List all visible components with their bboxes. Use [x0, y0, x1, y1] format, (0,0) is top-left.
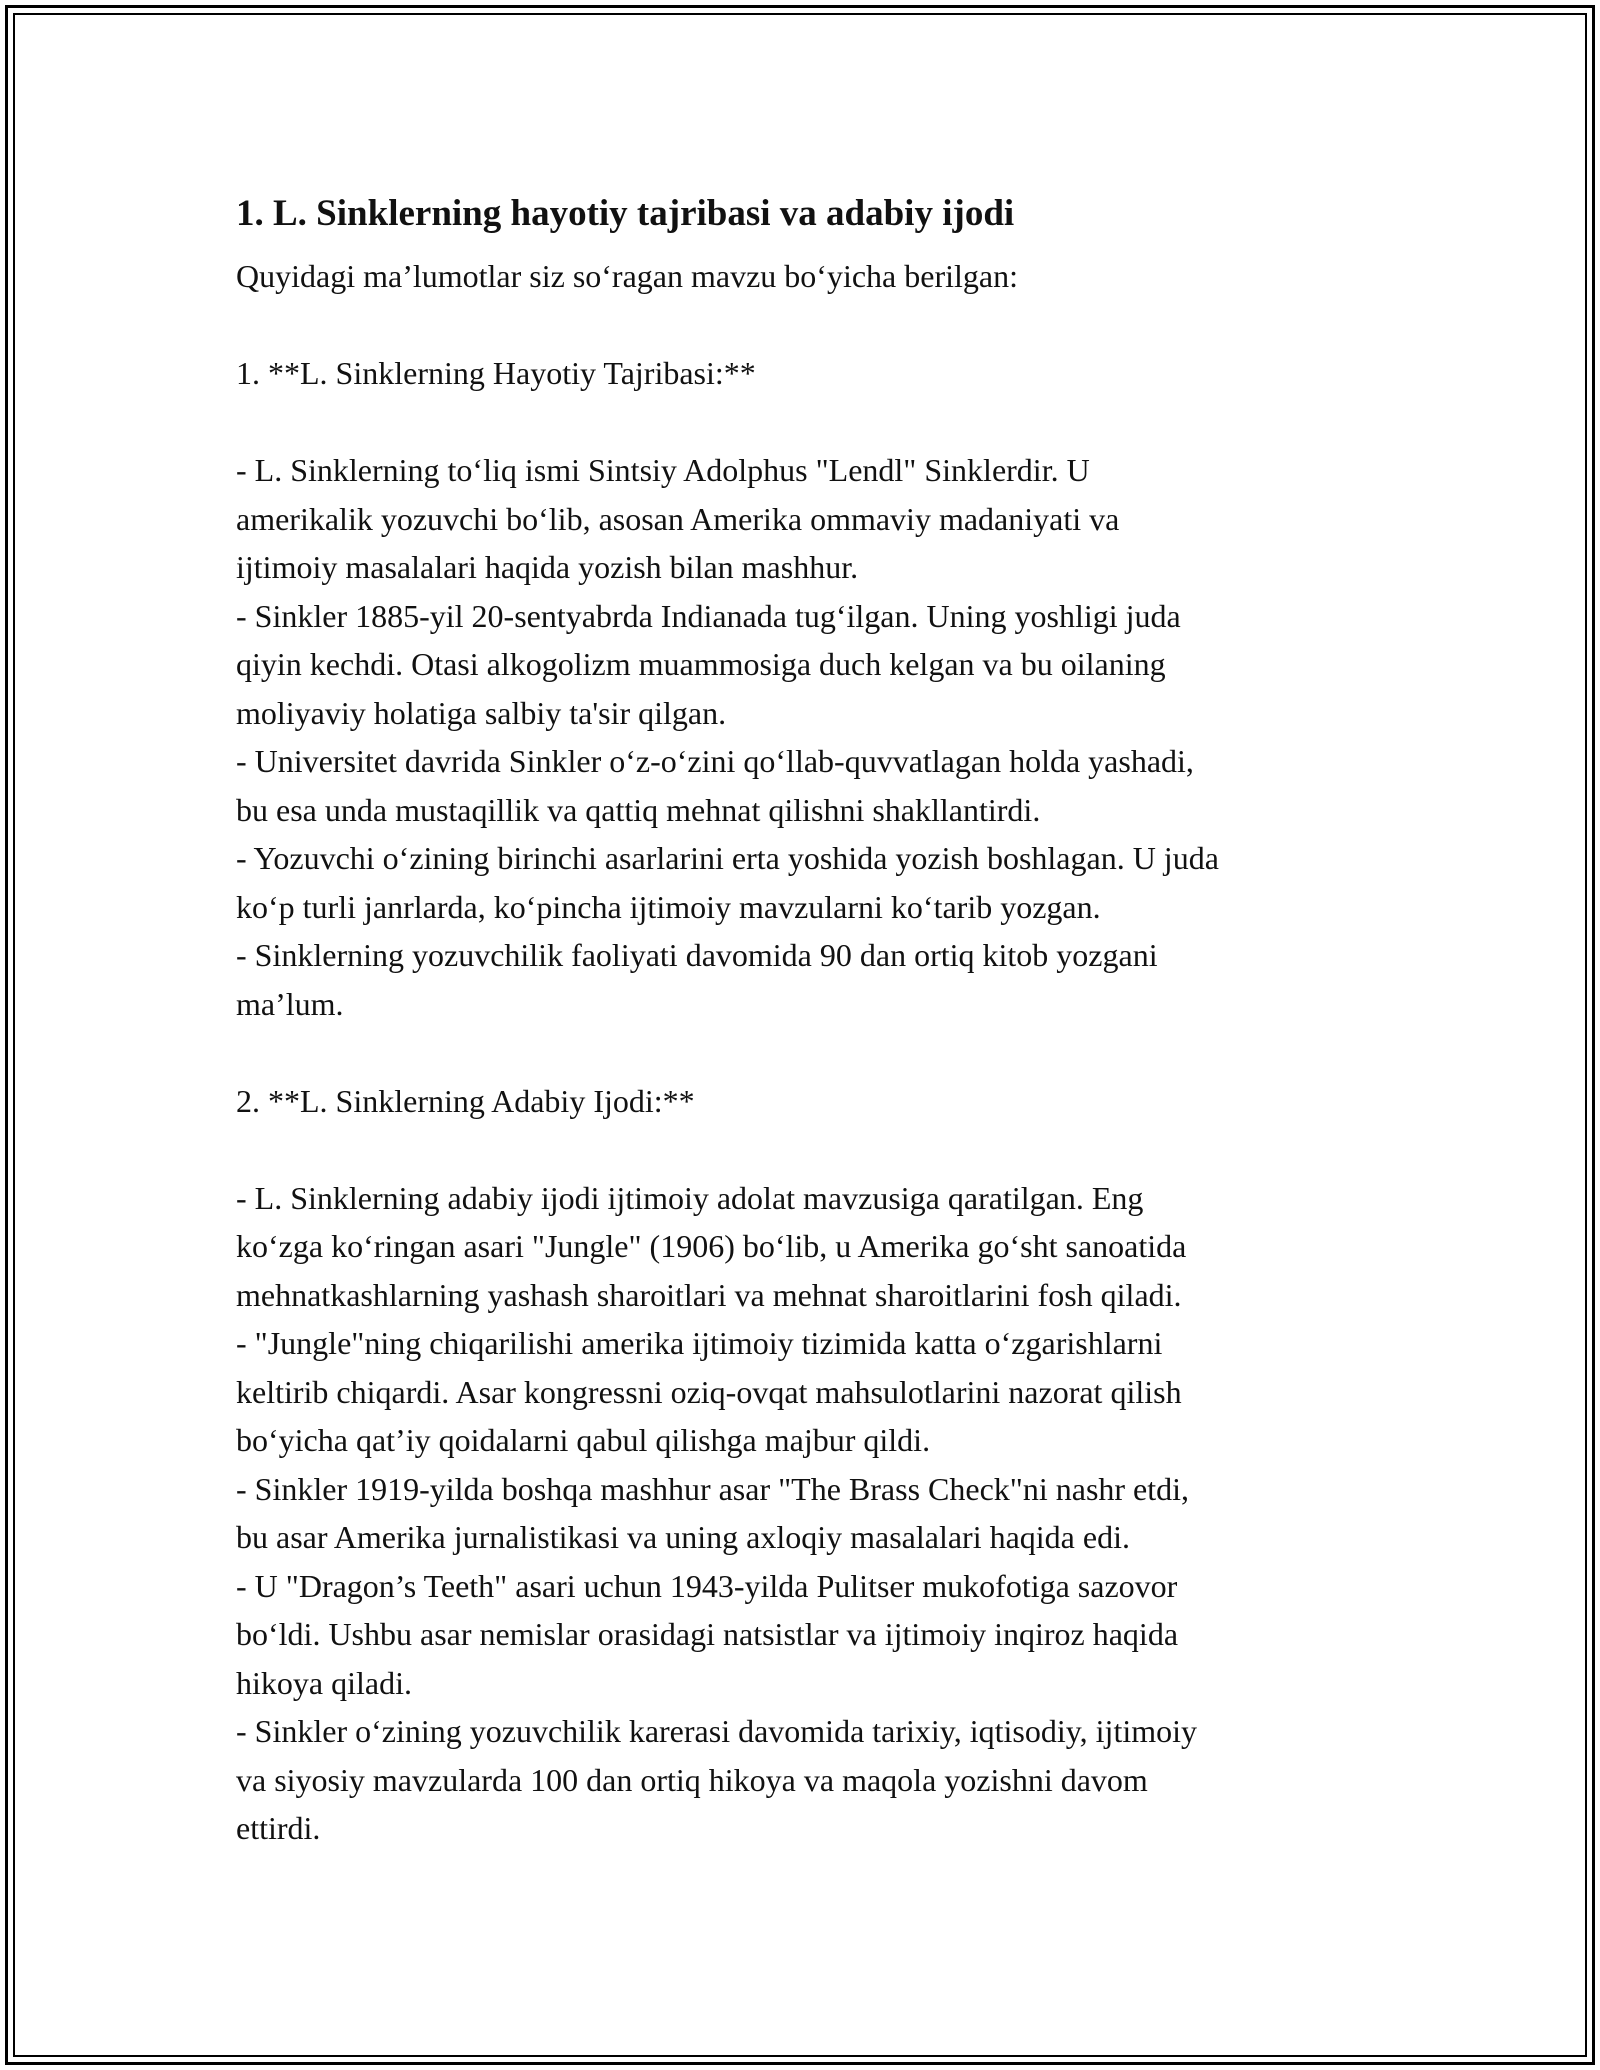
text-line: Quyidagi ma’lumotlar siz so‘ragan mavzu bo‘yicha berilgan: — [236, 258, 1018, 294]
text-line: - Yozuvchi o‘zining birinchi asarlarini erta yoshida yozish boshlagan. U juda — [236, 840, 1219, 876]
text-line: mehnatkashlarning yashash sharoitlari va mehnat sharoitlarini fosh qiladi. — [236, 1276, 1182, 1313]
text-line: - "Jungle"ning chiqarilishi amerika ijtimoiy tizimida katta o‘zgarishlarni — [236, 1325, 1163, 1361]
blank-line — [236, 1125, 1416, 1174]
text-line: ma’lum. — [236, 985, 344, 1022]
text-line: bo‘yicha qat’iy qoidalarni qabul qilishga majbur qildi. — [236, 1422, 931, 1458]
text-line: - L. Sinklerning adabiy ijodi ijtimoiy adolat mavzusiga qaratilgan. Eng — [236, 1179, 1144, 1216]
text-line: - Sinklerning yozuvchilik faoliyati davomida 90 dan ortiq kitob yozgani — [236, 937, 1158, 973]
text-line: - U "Dragon’s Teeth" asari uchun 1943-yilda Pulitser mukofotiga sazovor — [236, 1567, 1178, 1604]
blank-line — [236, 398, 1416, 447]
text-line: ijtimoiy masalalari haqida yozish bilan mashhur. — [236, 549, 859, 585]
text-line: - Sinkler o‘zining yozuvchilik karerasi davomida tarixiy, iqtisodiy, ijtimoiy — [236, 1713, 1197, 1749]
document-text — [236, 252, 1416, 1853]
text-line: - Universitet davrida Sinkler o‘z-o‘zini qo‘llab-quvvatlagan holda yashadi, — [236, 743, 1194, 779]
blank-line — [236, 1028, 1416, 1077]
text-line: 1. **L. Sinklerning Hayotiy Tajribasi:** — [236, 355, 756, 391]
text-line: hikoya qiladi. — [236, 1664, 412, 1701]
blank-line — [236, 301, 1416, 350]
document-body — [236, 188, 1416, 1853]
text-line: ettirdi. — [236, 1810, 321, 1846]
text-line: moliyaviy holatiga salbiy ta'sir qilgan. — [236, 694, 727, 731]
text-line: keltirib chiqardi. Asar kongressni oziq-ovqat mahsulotlarini nazorat qilish — [236, 1373, 1182, 1410]
text-line: - Sinkler 1885-yil 20-sentyabrda Indianada tug‘ilgan. Uning yoshligi juda — [236, 597, 1181, 634]
text-line: ko‘p turli janrlarda, ko‘pincha ijtimoiy mavzularni ko‘tarib yozgan. — [236, 888, 1101, 925]
text-line: amerikalik yozuvchi bo‘lib, asosan Amerika ommaviy madaniyati va — [236, 500, 1120, 537]
text-line: - Sinkler 1919-yilda boshqa mashhur asar "The Brass Check"ni nashr etdi, — [236, 1470, 1190, 1507]
text-line: va siyosiy mavzularda 100 dan ortiq hikoya va maqola yozishni davom — [236, 1761, 1148, 1798]
text-line: bu esa unda mustaqillik va qattiq mehnat qilishni shakllantirdi. — [236, 791, 1041, 828]
text-line: ko‘zga ko‘ringan asari "Jungle" (1906) bo‘lib, u Amerika go‘sht sanoatida — [236, 1228, 1187, 1264]
text-line: bu asar Amerika jurnalistikasi va uning axloqiy masalalari haqida edi. — [236, 1519, 1130, 1555]
document-title: 1. L. Sinklerning hayotiy tajribasi va adabiy ijodi — [236, 193, 1015, 234]
text-line: qiyin kechdi. Otasi alkogolizm muammosiga duch kelgan va bu oilaning — [236, 646, 1166, 682]
text-line: - L. Sinklerning to‘liq ismi Sintsiy Adolphus "Lendl" Sinklerdir. U — [236, 452, 1090, 488]
text-line: 2. **L. Sinklerning Adabiy Ijodi:** — [236, 1082, 695, 1119]
text-line: bo‘ldi. Ushbu asar nemislar orasidagi natsistlar va ijtimoiy inqiroz haqida — [236, 1616, 1179, 1652]
